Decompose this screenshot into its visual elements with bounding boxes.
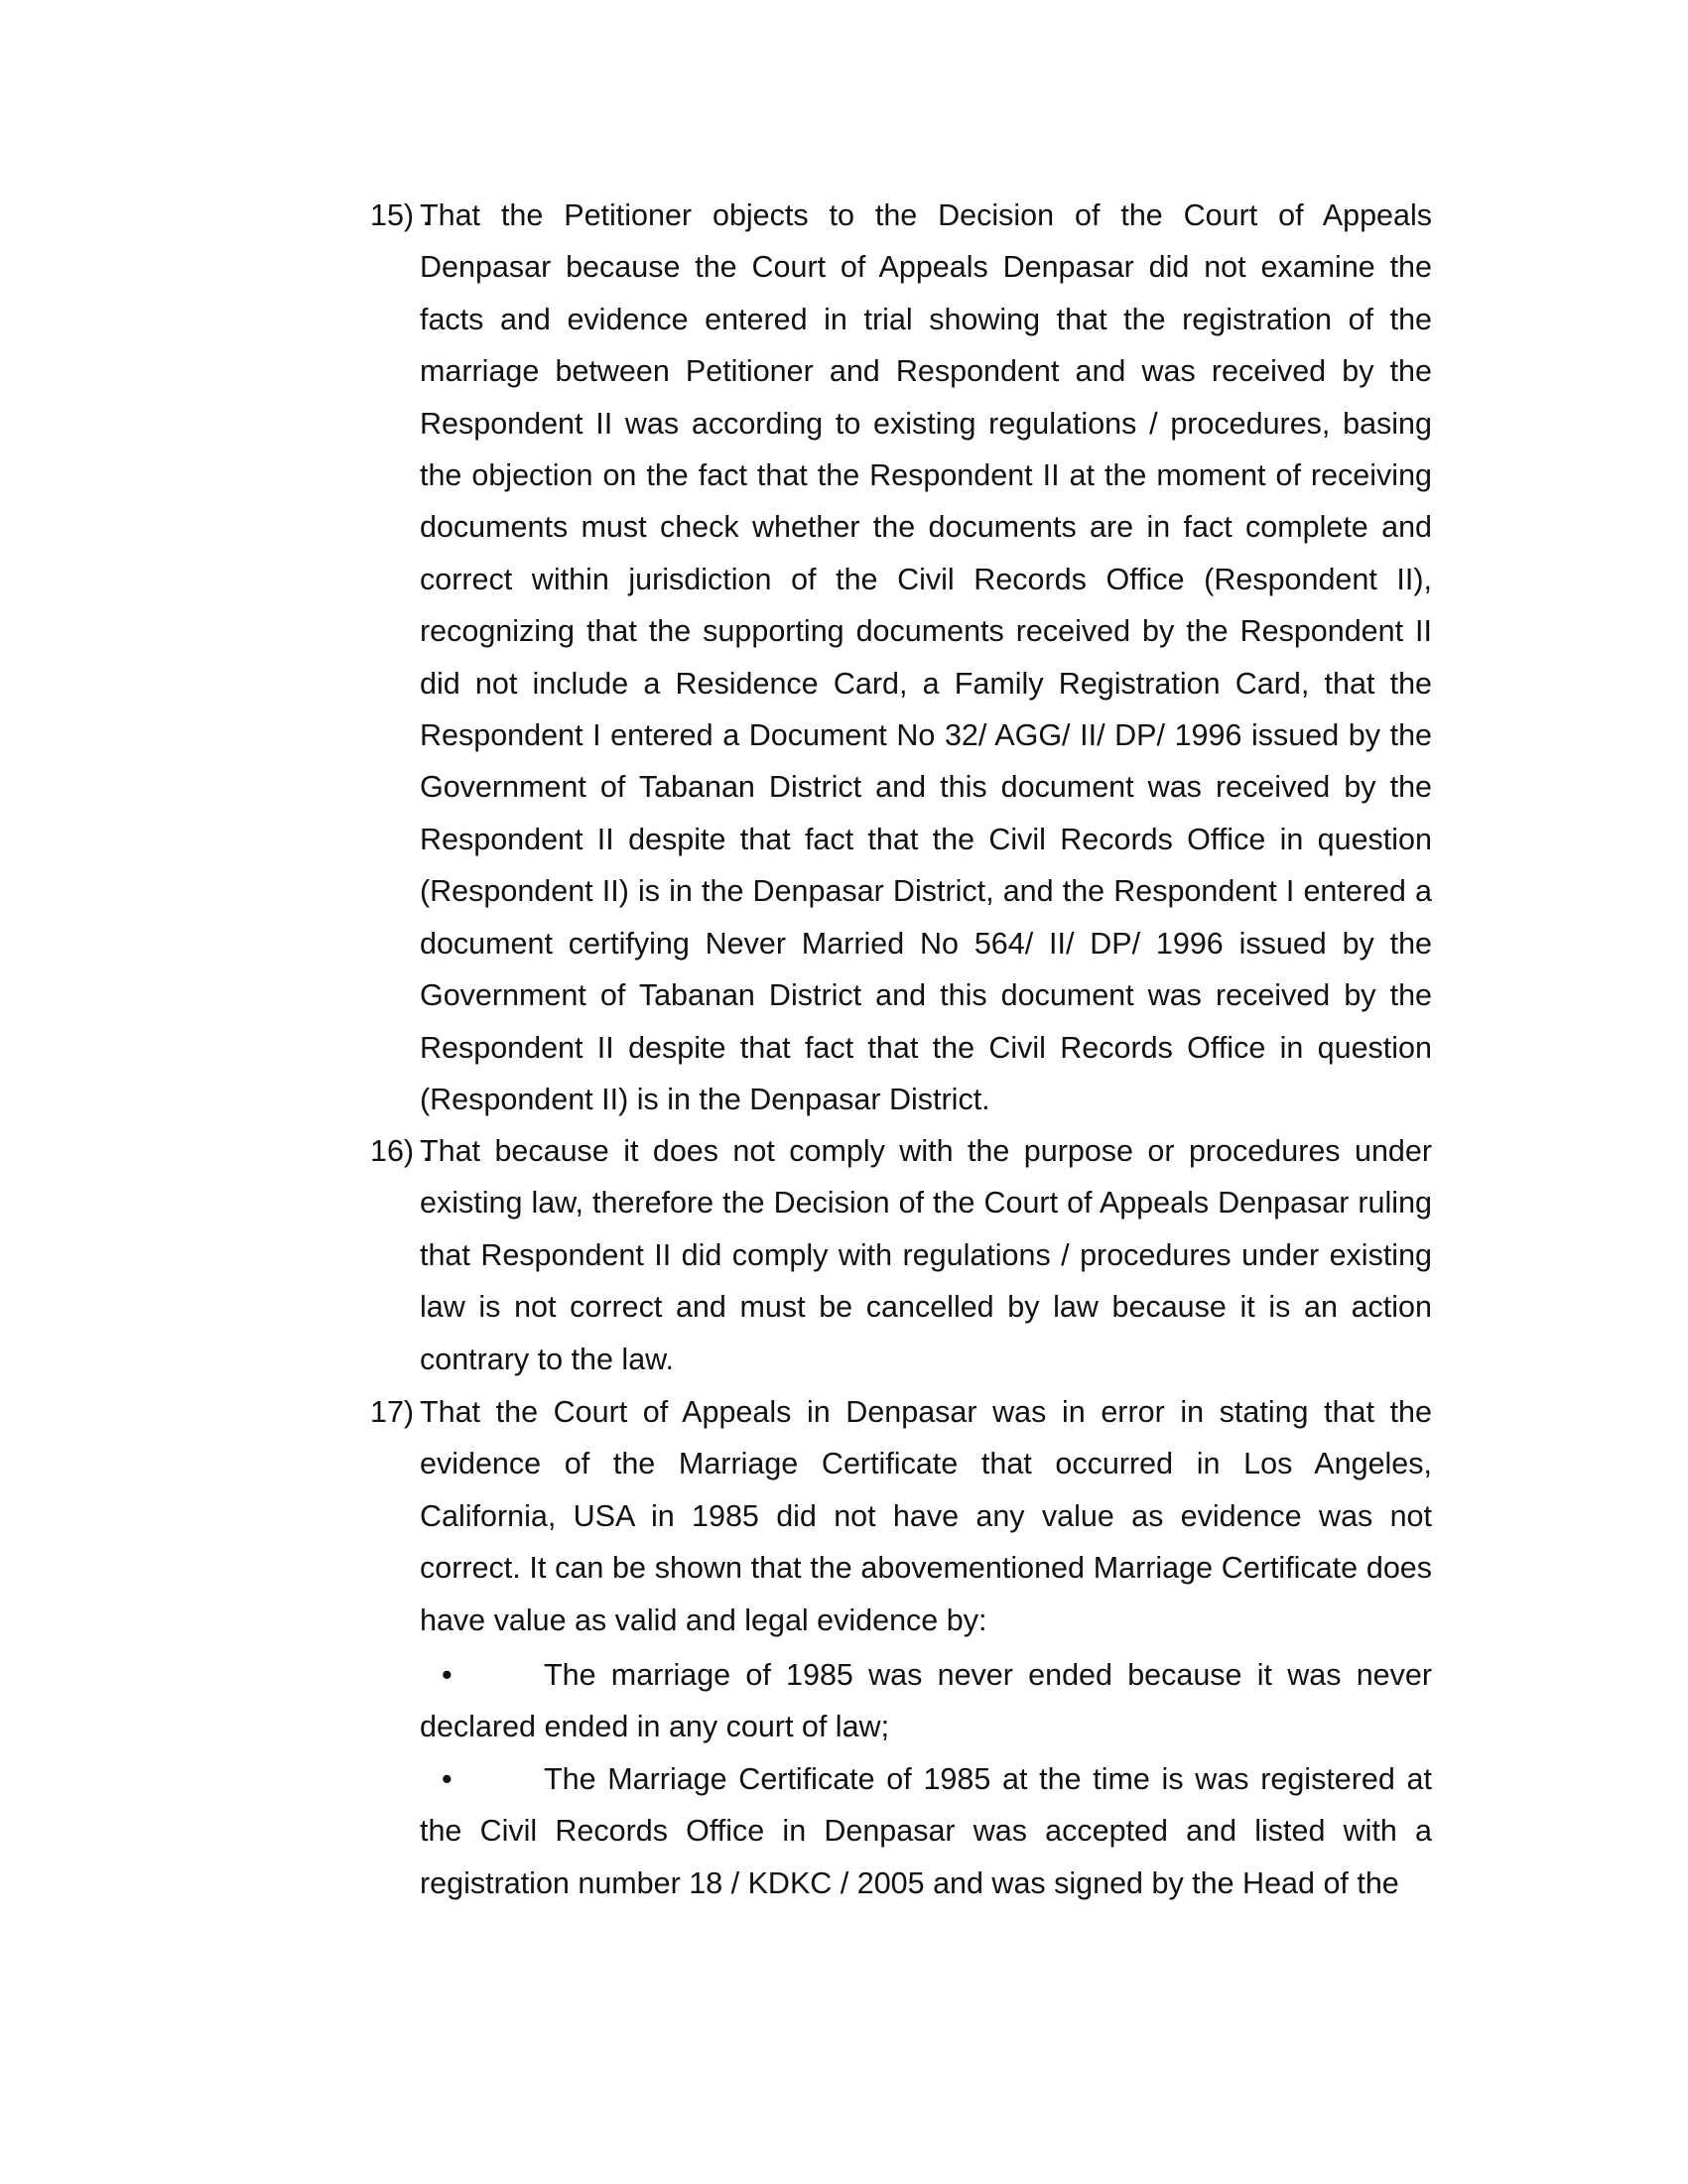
paragraph-number: 15) .: [370, 198, 432, 232]
bullet-text: The Marriage Certificate of 1985 at the time is was registered at the Civil Records Office in Denpasar was accepted and listed with a registration number 18 / KDKC / 2005 and was signed by the Head of the: [420, 1762, 1432, 1900]
paragraph-text: That because it does not comply with the purpose or procedures under existing law, therefore the Decision of the Court of Appeals Denpasar ruling that Respondent II did comply with regulations / procedures under existing law is not correct and must be cancelled by law because it is an action contrary to the law.: [420, 1134, 1432, 1376]
paragraph-16: [370, 1125, 1432, 1385]
paragraph-number: 16) .: [370, 1134, 432, 1168]
bullet-item: [420, 1753, 1432, 1909]
paragraph-15: [370, 190, 1432, 1125]
paragraph-17: [370, 1386, 1432, 1646]
paragraph-text: That the Court of Appeals in Denpasar was in error in stating that the evidence of the Marriage Certificate that occurred in Los Angeles, California, USA in 1985 did not have any value as evidence was not correct. It can be shown that the abovementioned Marriage Certificate does have value as valid and legal evidence by:: [420, 1395, 1432, 1637]
bullet-dot-icon: •: [442, 1658, 453, 1692]
paragraph-text: That the Petitioner objects to the Decision of the Court of Appeals Denpasar because the Court of Appeals Denpasar did not examine the facts and evidence entered in trial showing that the registration of the marriage between Petitioner and Respondent and was received by the Respondent II was according to existing regulations / procedures, basing the objection on the fact that the Respondent II at the moment of receiving documents must check whether the documents are in fact complete and correct within jurisdiction of the Civil Records Office (Respondent II), recognizing that the supporting documents received by the Respondent II did not include a Residence Card, a Family Registration Card, that the Respondent I entered a Document No 32/ AGG/ II/ DP/ 1996 issued by the Government of Tabanan District and this document was received by the Respondent II despite that fact that the Civil Records Office in question (Respondent II) is in the Denpasar District, and the Respondent I entered a document certifying Never Married No 564/ II/ DP/ 1996 issued by the Government of Tabanan District and this document was received by the Respondent II despite that fact that the Civil Records Office in question (Respondent II) is in the Denpasar District.: [420, 198, 1432, 1116]
bullet-dot-icon: •: [442, 1762, 453, 1796]
bullet-text: The marriage of 1985 was never ended because it was never declared ended in any court of law;: [420, 1658, 1432, 1744]
bullet-item: [420, 1649, 1432, 1753]
paragraph-number: 17): [370, 1395, 415, 1429]
